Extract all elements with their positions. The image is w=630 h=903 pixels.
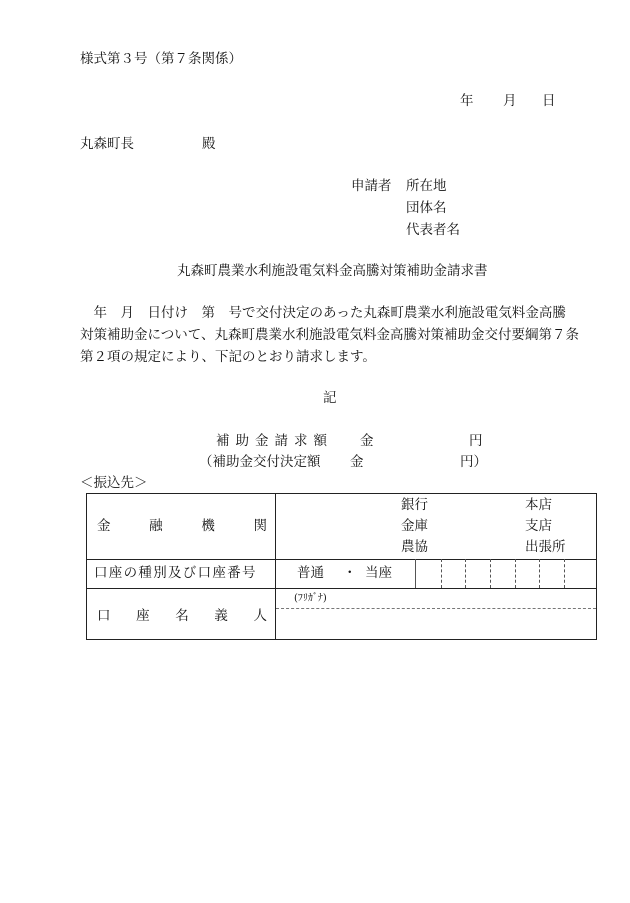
addressee-name: 丸森町長 <box>80 136 134 152</box>
account-digit-box[interactable] <box>564 559 565 588</box>
applicant-label: 申請者 <box>351 178 392 194</box>
date-day-label: 日 <box>542 93 556 109</box>
branch-type-main: 本店 <box>525 497 552 513</box>
claim-kin: 金 <box>360 433 374 449</box>
date-month-label: 月 <box>503 93 517 109</box>
decision-yen: 円） <box>460 454 487 470</box>
transfer-label: ＜振込先＞ <box>80 475 148 491</box>
date-year-label: 年 <box>460 93 474 109</box>
applicant-organization-field: 団体名 <box>406 200 447 216</box>
branch-type-office: 出張所 <box>525 539 566 555</box>
table-divider <box>87 559 596 560</box>
ki-marker: 記 <box>323 390 337 406</box>
branch-type-branch: 支店 <box>525 518 552 534</box>
decision-amount-label: （補助金交付決定額 <box>199 454 321 470</box>
applicant-address-field: 所在地 <box>406 178 447 194</box>
form-number: 様式第３号（第７条関係） <box>80 51 242 67</box>
account-digit-box[interactable] <box>441 559 442 588</box>
account-type-separator: ・ <box>343 565 357 581</box>
furigana-label: (ﾌﾘｶﾞﾅ) <box>294 593 327 604</box>
account-digit-box[interactable] <box>515 559 516 588</box>
bank-type-shinkin: 金庫 <box>401 518 428 534</box>
table-divider <box>87 588 596 589</box>
account-type-current: 当座 <box>365 565 392 581</box>
account-type-ordinary: 普通 <box>297 565 324 581</box>
institution-label: 金 融 機 関 <box>97 518 267 534</box>
account-number-divider <box>415 559 416 588</box>
body-line-3: 第２項の規定により、下記のとおり請求します。 <box>80 349 376 365</box>
account-type-label: 口座の種別及び口座番号 <box>94 565 257 581</box>
body-line-2: 対策補助金について、丸森町農業水利施設電気料金高騰対策補助金交付要綱第７条 <box>80 327 579 343</box>
claim-yen: 円 <box>469 433 483 449</box>
account-digit-box[interactable] <box>539 559 540 588</box>
document-title: 丸森町農業水利施設電気料金高騰対策補助金請求書 <box>177 263 488 279</box>
claim-amount-label: 補 助 金 請 求 額 <box>216 433 327 449</box>
account-digit-box[interactable] <box>465 559 466 588</box>
bank-type-bank: 銀行 <box>401 497 428 513</box>
bank-table <box>86 493 597 640</box>
decision-kin: 金 <box>350 454 364 470</box>
addressee-honorific: 殿 <box>202 136 216 152</box>
applicant-representative-field: 代表者名 <box>406 222 460 238</box>
account-holder-label: 口 座 名 義 人 <box>97 608 267 624</box>
account-digit-box[interactable] <box>490 559 491 588</box>
table-divider <box>275 494 276 639</box>
bank-type-noukyou: 農協 <box>401 539 428 555</box>
body-line-1: 年 月 日付け 第 号で交付決定のあった丸森町農業水利施設電気料金高騰 <box>80 305 566 321</box>
furigana-divider <box>276 608 596 609</box>
